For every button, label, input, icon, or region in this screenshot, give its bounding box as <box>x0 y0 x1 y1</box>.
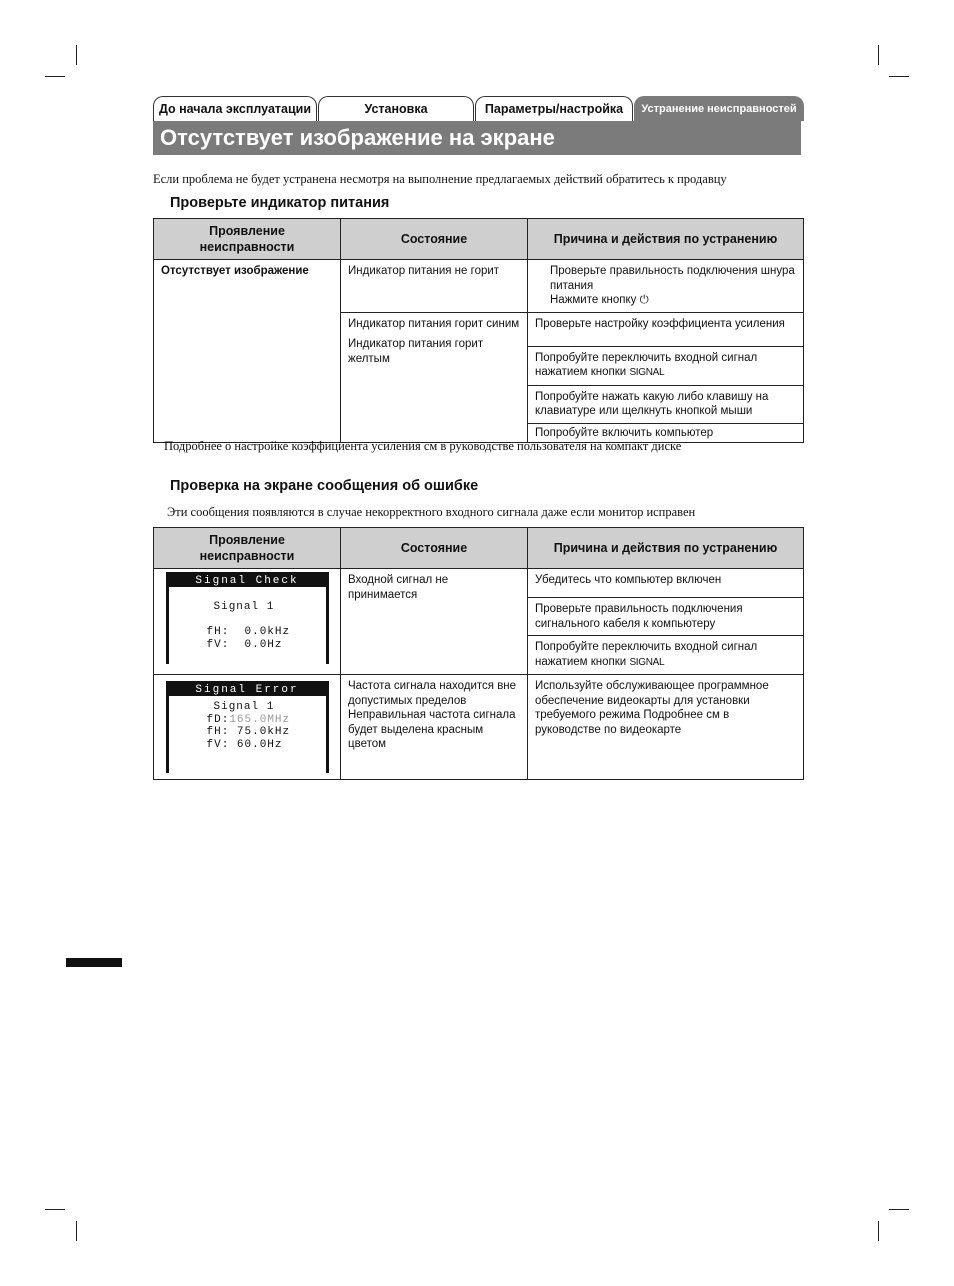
state-cell <box>341 569 528 675</box>
col-state: Состояние <box>341 528 528 569</box>
action-text: Попробуйте нажать какую либо клавишу на клавиатуре или щелкнуть кнопкой мыши <box>535 390 769 417</box>
osd-line: Signal 1 <box>213 601 275 613</box>
tab-settings[interactable]: Параметры/настройка <box>475 96 633 121</box>
intro-text: Если проблема не будет устранена несмотря на выполнение предлагаемых действий обратитесь к продавцу <box>153 172 727 186</box>
action-cell <box>528 569 804 598</box>
state-cell <box>341 260 528 313</box>
action-cell <box>528 312 804 346</box>
osd-label: fD: <box>206 713 230 726</box>
action-text: Проверьте правильность подключения сигнального кабеля к компьютеру <box>535 603 743 630</box>
osd-line: Signal 1 <box>213 701 275 713</box>
col-action: Причина и действия по устранению <box>528 219 804 260</box>
action-text: Попробуйте переключить входной сигнал нажатием кнопки <box>535 351 758 378</box>
crop-mark <box>76 1221 77 1241</box>
action-cell <box>528 346 804 385</box>
action-text: Попробуйте переключить входной сигнал нажатием кнопки <box>535 641 758 668</box>
symptom-text: Отсутствует изображение <box>161 265 309 277</box>
crop-mark <box>889 1209 909 1210</box>
col-state: Состояние <box>341 219 528 260</box>
state-cell <box>341 312 528 442</box>
action-text: Нажмите кнопку <box>550 294 637 306</box>
signal-button-label: SIGNAL <box>629 656 665 668</box>
state-cell <box>341 675 528 780</box>
crop-mark <box>889 76 909 77</box>
action-text: Попробуйте включить компьютер <box>535 426 714 439</box>
osd-line: fV: 0.0Hz <box>206 638 283 651</box>
action-cell <box>528 598 804 636</box>
action-text: Убедитесь что компьютер включен <box>535 574 722 586</box>
osd-signal-error-cell <box>154 675 341 780</box>
osd-highlighted-value: 165.0MHz <box>229 713 291 726</box>
osd-line: fH: 0.0kHz <box>206 626 291 638</box>
gain-note: Подробнее о настройке коэффициента усиления см в руководстве пользователя на компакт диске <box>164 439 682 453</box>
error-message-table <box>153 527 804 780</box>
page-edge-marker <box>66 958 122 967</box>
action-text: Проверьте настройку коэффициента усиления <box>535 317 785 330</box>
crop-mark <box>45 1209 65 1210</box>
page-title: Отсутствует изображение на экране <box>153 121 801 155</box>
state-text: Индикатор питания горит желтым <box>348 338 484 365</box>
symptom-cell <box>154 260 341 443</box>
power-icon: ⏻ <box>639 294 649 306</box>
osd-line: fV: 60.0Hz <box>206 738 283 751</box>
section2-heading: Проверка на экране сообщения об ошибке <box>170 478 479 494</box>
state-text: Входной сигнал не принимается <box>348 574 449 601</box>
section1-heading: Проверьте индикатор питания <box>170 195 390 211</box>
osd-signal-check-cell <box>154 569 341 675</box>
section2-intro: Эти сообщения появляются в случае некорректного входного сигнала даже если монитор исправен <box>167 505 696 519</box>
tab-troubleshooting[interactable]: Устранение неисправностей <box>634 96 804 121</box>
crop-mark <box>45 76 65 77</box>
osd-line <box>169 714 326 727</box>
state-text: Частота сигнала находится вне допустимых пределов Неправильная частота сигнала будет выделена красным цветом <box>348 680 517 750</box>
crop-mark <box>878 1221 879 1241</box>
tab-installation[interactable]: Установка <box>318 96 474 121</box>
signal-button-label: SIGNAL <box>629 367 665 378</box>
osd-line: fH: 75.0kHz <box>206 726 291 738</box>
crop-mark <box>878 45 879 65</box>
osd-signal-check <box>166 572 329 664</box>
action-cell <box>528 636 804 675</box>
crop-mark <box>76 45 77 65</box>
col-symptom: Проявление неисправности <box>154 528 341 569</box>
power-indicator-table <box>153 218 804 443</box>
col-action: Причина и действия по устранению <box>528 528 804 569</box>
state-text: Индикатор питания не горит <box>348 265 500 277</box>
action-cell <box>528 385 804 423</box>
osd-title: Signal Check <box>169 575 326 587</box>
action-cell <box>528 260 804 313</box>
section-tabs <box>153 96 803 122</box>
tab-before-use[interactable]: До начала эксплуатации <box>153 96 317 121</box>
osd-title: Signal Error <box>169 684 326 696</box>
action-text: Используйте обслуживающее программное обеспечение видеокарты для установки требуемого режима Подробнее см в руководстве по видеокарте <box>535 680 769 736</box>
col-symptom: Проявление неисправности <box>154 219 341 260</box>
state-text: Индикатор питания горит синим <box>348 317 520 330</box>
action-cell <box>528 675 804 780</box>
osd-signal-error <box>166 681 329 773</box>
action-text: Проверьте правильность подключения шнура питания <box>550 265 795 292</box>
